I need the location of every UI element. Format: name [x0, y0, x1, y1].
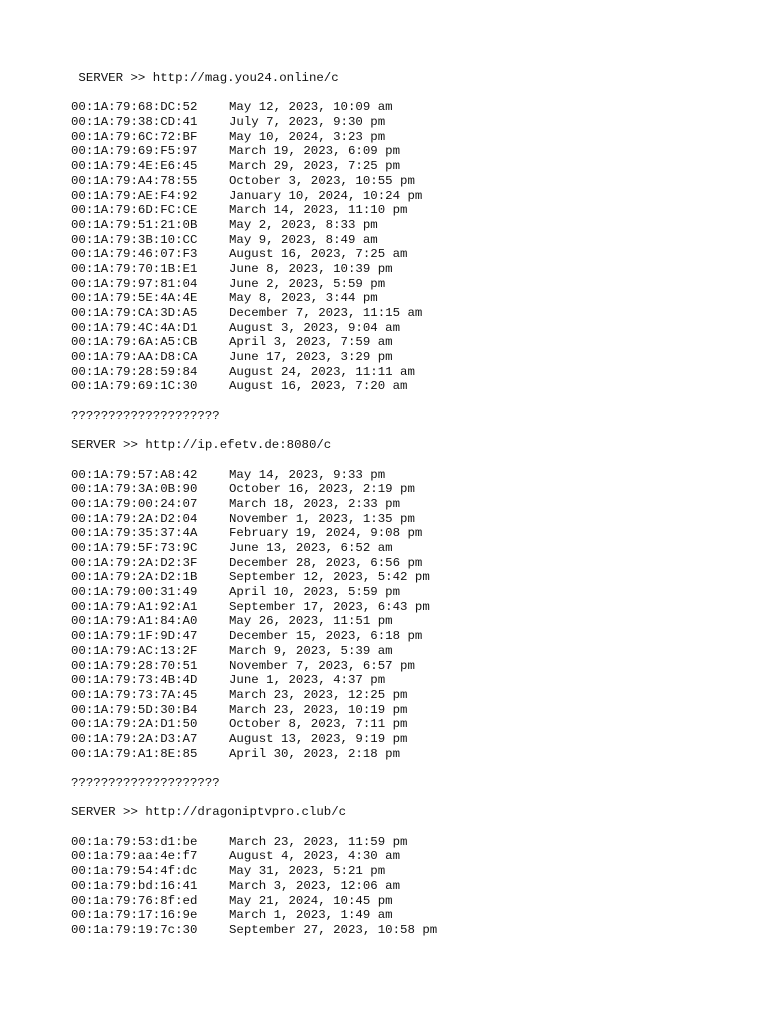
expiry-date: December 28, 2023, 6:56 pm: [229, 555, 423, 570]
expiry-date: March 9, 2023, 5:39 am: [229, 643, 393, 658]
mac-address: 00:1A:79:A1:84:A0: [71, 614, 198, 629]
mac-entry-row: [71, 747, 751, 762]
expiry-date: March 1, 2023, 1:49 am: [229, 908, 393, 923]
expiry-date: August 3, 2023, 9:04 am: [229, 320, 401, 335]
expiry-date: November 7, 2023, 6:57 pm: [229, 658, 415, 673]
expiry-date: June 1, 2023, 4:37 pm: [229, 673, 386, 688]
expiry-date: March 23, 2023, 12:25 pm: [229, 687, 408, 702]
mac-address: 00:1a:79:aa:4e:f7: [71, 849, 198, 864]
mac-address: 00:1A:79:6D:FC:CE: [71, 203, 198, 218]
mac-entry-row: [71, 614, 751, 629]
expiry-date: March 3, 2023, 12:06 am: [229, 878, 401, 893]
expiry-date: September 27, 2023, 10:58 pm: [229, 922, 438, 937]
mac-entry-row: [71, 379, 751, 394]
mac-address: 00:1A:79:68:DC:52: [71, 100, 198, 115]
mac-entry-row: [71, 203, 751, 218]
mac-entry-row: [71, 174, 751, 189]
mac-address: 00:1A:79:4E:E6:45: [71, 159, 198, 174]
mac-entry-row: [71, 570, 751, 585]
mac-entry-row: [71, 864, 751, 879]
mac-entry-row: [71, 365, 751, 380]
mac-address: 00:1A:79:5E:4A:4E: [71, 291, 198, 306]
blank-line: [71, 791, 751, 806]
expiry-date: June 17, 2023, 3:29 pm: [229, 350, 393, 365]
mac-address: 00:1A:79:A1:92:A1: [71, 599, 198, 614]
mac-entry-row: [71, 291, 751, 306]
expiry-date: March 18, 2023, 2:33 pm: [229, 496, 401, 511]
mac-address: 00:1A:79:3A:0B:90: [71, 482, 198, 497]
mac-address: 00:1A:79:CA:3D:A5: [71, 306, 198, 320]
mac-entry-row: [71, 673, 751, 688]
mac-address: 00:1A:79:73:7A:45: [71, 687, 198, 702]
expiry-date: March 19, 2023, 6:09 pm: [229, 144, 401, 159]
expiry-date: May 10, 2024, 3:23 pm: [229, 129, 386, 144]
mac-entry-row: [71, 468, 751, 483]
blank-line: [71, 424, 751, 439]
mac-entry-row: [71, 849, 751, 864]
mac-entry-row: [71, 908, 751, 923]
server-header: SERVER >> http://ip.efetv.de:8080/c: [71, 438, 332, 453]
mac-address: 00:1A:79:A4:78:55: [71, 173, 198, 188]
mac-address: 00:1A:79:2A:D1:50: [71, 717, 198, 732]
mac-address: 00:1A:79:5F:73:9C: [71, 541, 198, 555]
blank-line: [71, 820, 751, 835]
mac-address: 00:1A:79:AC:13:2F: [71, 643, 198, 658]
blank-line: [71, 453, 751, 468]
mac-address: 00:1A:79:97:81:04: [71, 276, 198, 291]
mac-address: 00:1A:79:00:24:07: [71, 496, 198, 511]
server-header: SERVER >> http://dragoniptvpro.club/c: [71, 805, 347, 820]
mac-entry-row: [71, 130, 751, 145]
mac-address: 00:1a:79:17:16:9e: [71, 908, 198, 923]
expiry-date: May 21, 2024, 10:45 pm: [229, 893, 393, 908]
mac-address: 00:1A:79:4C:4A:D1: [71, 320, 198, 335]
mac-address: 00:1A:79:28:59:84: [71, 364, 198, 379]
mac-entry-row: [71, 835, 751, 850]
mac-address: 00:1A:79:6C:72:BF: [71, 129, 198, 144]
mac-entry-row: [71, 556, 751, 571]
blank-line: [71, 86, 751, 101]
mac-entry-row: [71, 262, 751, 277]
expiry-date: March 14, 2023, 11:10 pm: [229, 203, 408, 218]
mac-entry-row: [71, 277, 751, 292]
mac-entry-row: [71, 247, 751, 262]
expiry-date: June 8, 2023, 10:39 pm: [229, 261, 393, 276]
mac-address: 00:1A:79:3B:10:CC: [71, 232, 198, 247]
expiry-date: October 16, 2023, 2:19 pm: [229, 482, 415, 497]
expiry-date: December 7, 2023, 11:15 am: [229, 306, 423, 320]
mac-entry-row: [71, 703, 751, 718]
expiry-date: June 13, 2023, 6:52 am: [229, 541, 393, 555]
mac-entry-row: [71, 644, 751, 659]
mac-entry-row: [71, 600, 751, 615]
mac-address: 00:1A:79:2A:D2:04: [71, 511, 198, 526]
mac-entry-row: [71, 306, 751, 321]
expiry-date: May 9, 2023, 8:49 am: [229, 232, 378, 247]
mac-address: 00:1A:79:1F:9D:47: [71, 629, 198, 644]
mac-entry-row: [71, 629, 751, 644]
mac-address: 00:1A:79:A1:8E:85: [71, 746, 198, 761]
document-page: [71, 71, 751, 938]
mac-entry-row: [71, 512, 751, 527]
mac-address: 00:1a:79:19:7c:30: [71, 922, 198, 937]
expiry-date: August 16, 2023, 7:25 am: [229, 247, 408, 262]
expiry-date: March 23, 2023, 10:19 pm: [229, 702, 408, 717]
mac-entry-row: [71, 482, 751, 497]
mac-address: 00:1A:79:2A:D2:3F: [71, 555, 198, 570]
mac-address: 00:1A:79:AA:D8:CA: [71, 350, 198, 365]
mac-address: 00:1A:79:2A:D2:1B: [71, 570, 198, 585]
mac-address: 00:1a:79:76:8f:ed: [71, 893, 198, 908]
mac-entry-row: [71, 144, 751, 159]
mac-address: 00:1A:79:73:4B:4D: [71, 673, 198, 688]
mac-address: 00:1A:79:AE:F4:92: [71, 188, 198, 203]
blank-line: [71, 394, 751, 409]
expiry-date: April 10, 2023, 5:59 pm: [229, 585, 401, 600]
mac-address: 00:1A:79:5D:30:B4: [71, 702, 198, 717]
expiry-date: August 16, 2023, 7:20 am: [229, 379, 408, 394]
mac-address: 00:1A:79:70:1B:E1: [71, 261, 198, 276]
expiry-date: May 8, 2023, 3:44 pm: [229, 291, 378, 306]
expiry-date: September 17, 2023, 6:43 pm: [229, 599, 430, 614]
expiry-date: May 26, 2023, 11:51 pm: [229, 614, 393, 629]
blank-line: [71, 761, 751, 776]
mac-address: 00:1A:79:51:21:0B: [71, 217, 198, 232]
mac-entry-row: [71, 189, 751, 204]
mac-entry-row: [71, 923, 751, 938]
mac-address: 00:1A:79:69:1C:30: [71, 379, 198, 394]
mac-entry-row: [71, 526, 751, 541]
mac-entry-row: [71, 879, 751, 894]
mac-address: 00:1a:79:53:d1:be: [71, 834, 198, 849]
mac-address: 00:1A:79:00:31:49: [71, 585, 198, 600]
mac-address: 00:1A:79:35:37:4A: [71, 526, 198, 541]
mac-entry-row: [71, 894, 751, 909]
mac-address: 00:1a:79:54:4f:dc: [71, 864, 198, 879]
expiry-date: May 14, 2023, 9:33 pm: [229, 467, 386, 482]
expiry-date: March 29, 2023, 7:25 pm: [229, 159, 401, 174]
expiry-date: May 12, 2023, 10:09 am: [229, 100, 393, 115]
mac-entry-row: [71, 115, 751, 130]
expiry-date: August 13, 2023, 9:19 pm: [229, 731, 408, 746]
mac-entry-row: [71, 717, 751, 732]
mac-address: 00:1a:79:bd:16:41: [71, 878, 198, 893]
section-separator: ????????????????????: [71, 408, 220, 423]
expiry-date: April 3, 2023, 7:59 am: [229, 335, 393, 350]
mac-entry-row: [71, 100, 751, 115]
mac-entry-row: [71, 321, 751, 336]
expiry-date: December 15, 2023, 6:18 pm: [229, 629, 423, 644]
mac-address: 00:1A:79:69:F5:97: [71, 144, 198, 159]
server-header: SERVER >> http://mag.you24.online/c: [71, 71, 339, 85]
expiry-date: October 3, 2023, 10:55 pm: [229, 173, 415, 188]
mac-address: 00:1A:79:46:07:F3: [71, 247, 198, 262]
mac-entry-row: [71, 541, 751, 556]
expiry-date: August 4, 2023, 4:30 am: [229, 849, 401, 864]
mac-entry-row: [71, 159, 751, 174]
expiry-date: July 7, 2023, 9:30 pm: [229, 115, 386, 130]
expiry-date: May 31, 2023, 5:21 pm: [229, 864, 386, 879]
expiry-date: February 19, 2024, 9:08 pm: [229, 526, 423, 541]
mac-entry-row: [71, 335, 751, 350]
mac-address: 00:1A:79:38:CD:41: [71, 115, 198, 130]
expiry-date: May 2, 2023, 8:33 pm: [229, 217, 378, 232]
mac-entry-row: [71, 732, 751, 747]
section-separator: ????????????????????: [71, 776, 220, 790]
expiry-date: January 10, 2024, 10:24 pm: [229, 188, 423, 203]
expiry-date: August 24, 2023, 11:11 am: [229, 364, 415, 379]
expiry-date: April 30, 2023, 2:18 pm: [229, 746, 401, 761]
mac-address: 00:1A:79:6A:A5:CB: [71, 335, 198, 350]
mac-entry-row: [71, 233, 751, 248]
mac-entry-row: [71, 688, 751, 703]
mac-address: 00:1A:79:57:A8:42: [71, 467, 198, 482]
expiry-date: November 1, 2023, 1:35 pm: [229, 511, 415, 526]
expiry-date: June 2, 2023, 5:59 pm: [229, 276, 386, 291]
mac-entry-row: [71, 659, 751, 674]
mac-entry-row: [71, 350, 751, 365]
mac-address: 00:1A:79:2A:D3:A7: [71, 731, 198, 746]
mac-entry-row: [71, 218, 751, 233]
mac-entry-row: [71, 585, 751, 600]
expiry-date: September 12, 2023, 5:42 pm: [229, 570, 430, 585]
mac-entry-row: [71, 497, 751, 512]
mac-address: 00:1A:79:28:70:51: [71, 658, 198, 673]
expiry-date: March 23, 2023, 11:59 pm: [229, 834, 408, 849]
expiry-date: October 8, 2023, 7:11 pm: [229, 717, 408, 732]
